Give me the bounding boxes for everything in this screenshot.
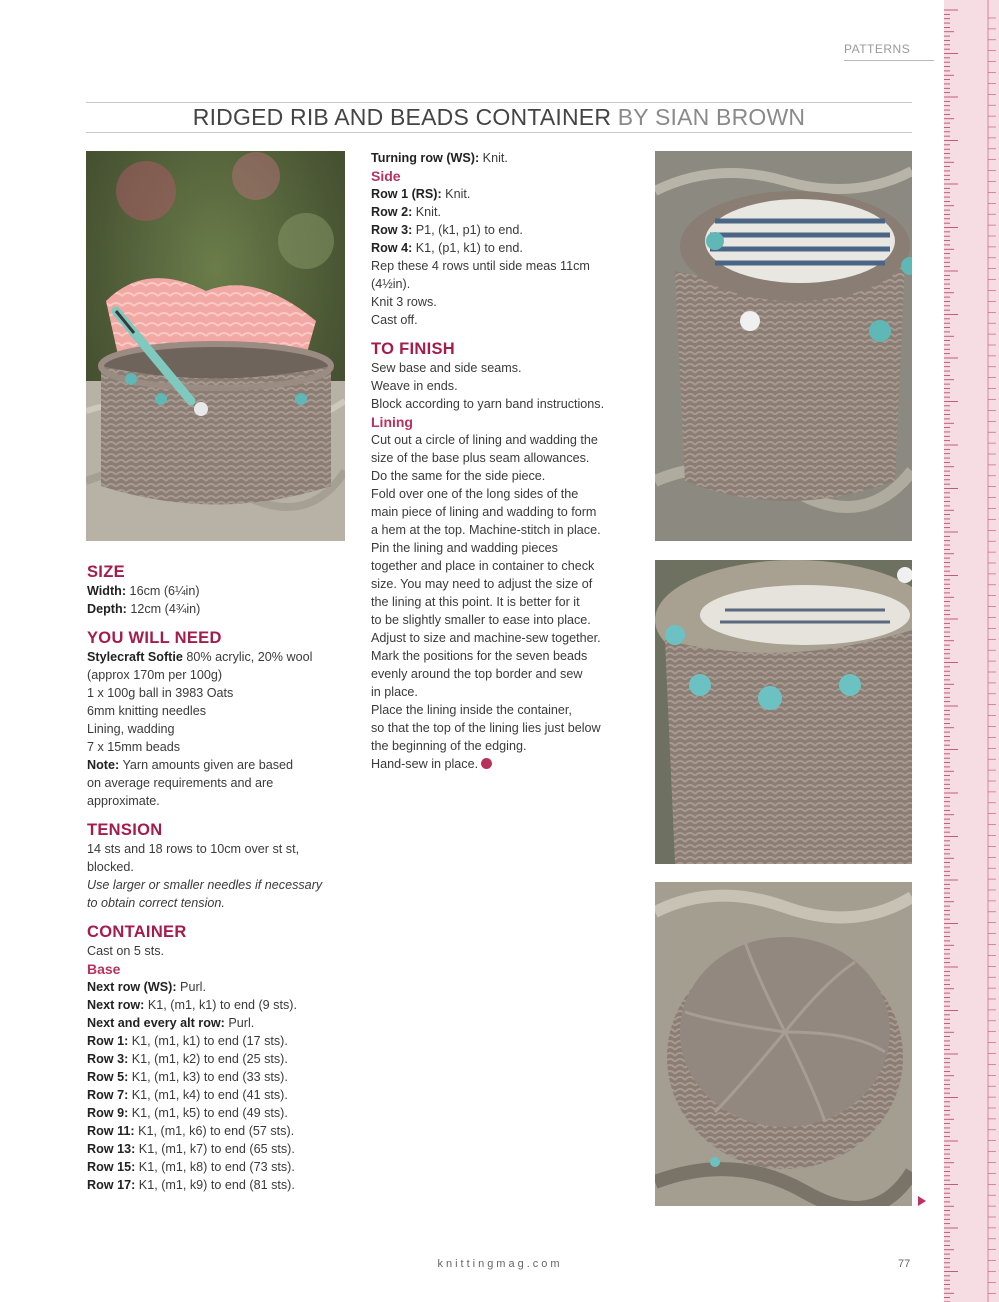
size-width [87, 582, 322, 600]
row-text: Knit. [441, 187, 471, 201]
turning-row [371, 149, 604, 167]
depth-value: 12cm (4¾in) [126, 602, 201, 616]
row-label: Row 3: [371, 223, 413, 237]
middle-column [371, 149, 604, 773]
heading-lining: Lining [371, 414, 413, 430]
finish-line: Weave in ends. [371, 379, 458, 393]
tension-line: 14 sts and 18 rows to 10cm over st st, [87, 842, 300, 856]
side-line: Knit 3 rows. [371, 295, 437, 309]
tension-note [87, 876, 322, 894]
need-line: (approx 170m per 100g) [87, 668, 223, 682]
row-text: K1, (m1, k4) to end (41 sts). [128, 1088, 288, 1102]
photo-container-base-view [655, 882, 912, 1206]
turning-label: Turning row (WS): [371, 151, 480, 165]
lining-line: to be slightly smaller to ease into place. [371, 613, 591, 627]
heading-base: Base [87, 961, 121, 977]
yarn-label: Stylecraft Softie [87, 650, 183, 664]
row-label: Next row (WS): [87, 980, 177, 994]
row-text: K1, (p1, k1) to end. [412, 241, 523, 255]
row-label: Row 15: [87, 1160, 136, 1174]
yarn-line [87, 648, 322, 666]
row-label: Row 11: [87, 1124, 135, 1138]
title-rule-bottom [86, 132, 912, 133]
row-label: Row 1: [87, 1034, 129, 1048]
finish-line: Block according to yarn band instructions. [371, 397, 605, 411]
row-text: Purl. [224, 1016, 255, 1030]
row-text: K1, (m1, k8) to end (73 sts). [135, 1160, 295, 1174]
lining-line: size. You may need to adjust the size of [371, 577, 593, 591]
lining-line: Do the same for the side piece. [371, 469, 546, 483]
finish-line: Sew base and side seams. [371, 361, 522, 375]
lining-line: so that the top of the lining lies just below [371, 721, 601, 735]
lining-last-line [371, 755, 604, 773]
row-label: Next and every alt row: [87, 1016, 225, 1030]
tension-italic: Use larger or smaller needles if necessary [87, 878, 323, 892]
page-number: 77 [898, 1258, 911, 1270]
width-label: Width: [87, 584, 127, 598]
heading-side: Side [371, 168, 401, 184]
row-label: Row 13: [87, 1142, 136, 1156]
row-text: K1, (m1, k1) to end (17 sts). [128, 1034, 288, 1048]
spacer [87, 912, 322, 922]
ruler-background [944, 0, 999, 1302]
page-title [86, 104, 912, 131]
row-label: Row 1 (RS): [371, 187, 442, 201]
heading-container: CONTAINER [87, 923, 187, 941]
side-row [371, 239, 604, 257]
row-text: K1, (m1, k7) to end (65 sts). [135, 1142, 295, 1156]
note-line [87, 756, 322, 774]
need-line: Lining, wadding [87, 722, 175, 736]
lining-line: Cut out a circle of lining and wadding the [371, 433, 598, 447]
row-label: Row 17: [87, 1178, 136, 1192]
side-row [371, 185, 604, 203]
row-label: Row 3: [87, 1052, 129, 1066]
tension-italic: to obtain correct tension. [87, 896, 225, 910]
side-line: Cast off. [371, 313, 418, 327]
row-text: K1, (m1, k1) to end (9 sts). [144, 998, 297, 1012]
lining-line: size of the base plus seam allowances. [371, 451, 590, 465]
spacer [87, 810, 322, 820]
base-row [87, 1068, 322, 1086]
heading-to-finish: TO FINISH [371, 340, 455, 358]
note-line: on average requirements and are [87, 776, 274, 790]
base-row [87, 1086, 322, 1104]
title-rule-top [86, 102, 912, 103]
tension-note [87, 894, 322, 912]
row-text: K1, (m1, k9) to end (81 sts). [135, 1178, 295, 1192]
need-line: 7 x 15mm beads [87, 740, 181, 754]
section-tag: PATTERNS [844, 42, 934, 61]
row-label: Row 5: [87, 1070, 129, 1084]
cast-on: Cast on 5 sts. [87, 944, 164, 958]
spacer [87, 618, 322, 628]
base-row [87, 1158, 322, 1176]
row-label: Row 9: [87, 1106, 129, 1120]
lining-line: main piece of lining and wadding to form [371, 505, 597, 519]
lining-line: in place. [371, 685, 418, 699]
yarn-value: 80% acrylic, 20% wool [182, 650, 313, 664]
title-text: RIDGED RIB AND BEADS CONTAINER [192, 104, 612, 130]
title-author: BY SIAN BROWN [617, 104, 806, 130]
photo-container-closeup-beads [655, 560, 912, 864]
row-label: Row 2: [371, 205, 413, 219]
base-row [87, 1050, 322, 1068]
heading-you-will-need: YOU WILL NEED [87, 629, 222, 647]
lining-line: the beginning of the edging. [371, 739, 527, 753]
base-row [87, 1032, 322, 1050]
heading-tension: TENSION [87, 821, 163, 839]
base-row [87, 1104, 322, 1122]
photo-container-side-view [655, 151, 912, 541]
lining-line: Place the lining inside the container, [371, 703, 572, 717]
base-row [87, 1140, 322, 1158]
side-row [371, 221, 604, 239]
lining-line: Fold over one of the long sides of the [371, 487, 579, 501]
row-text: K1, (m1, k3) to end (33 sts). [128, 1070, 288, 1084]
row-text: K1, (m1, k5) to end (49 sts). [128, 1106, 288, 1120]
base-row [87, 1122, 322, 1140]
need-line: 6mm knitting needles [87, 704, 207, 718]
next-page-arrow-icon [918, 1196, 926, 1206]
base-row [87, 978, 322, 996]
note-label: Note: [87, 758, 120, 772]
row-text: Knit. [412, 205, 441, 219]
base-row [87, 1176, 322, 1194]
last-line-text: Hand-sew in place. [371, 757, 479, 771]
row-text: K1, (m1, k2) to end (25 sts). [128, 1052, 288, 1066]
row-text: P1, (k1, p1) to end. [412, 223, 523, 237]
lining-line: together and place in container to check [371, 559, 595, 573]
lining-line: evenly around the top border and sew [371, 667, 583, 681]
size-depth [87, 600, 322, 618]
note-value: Yarn amounts given are based [119, 758, 294, 772]
lining-line: the lining at this point. It is better for it [371, 595, 580, 609]
need-line: 1 x 100g ball in 3983 Oats [87, 686, 234, 700]
photo-container-with-knitting [86, 151, 345, 541]
base-row [87, 1014, 322, 1032]
width-value: 16cm (6¼in) [126, 584, 200, 598]
turning-value: Knit. [479, 151, 508, 165]
tension-line: blocked. [87, 860, 134, 874]
row-text: Purl. [176, 980, 206, 994]
heading-size: SIZE [87, 563, 125, 581]
row-text: K1, (m1, k6) to end (57 sts). [134, 1124, 295, 1138]
lining-line: Pin the lining and wadding pieces [371, 541, 558, 555]
yarn-ball-icon [481, 758, 492, 769]
row-label: Row 7: [87, 1088, 129, 1102]
lining-line: Adjust to size and machine-sew together. [371, 631, 601, 645]
row-label: Row 4: [371, 241, 413, 255]
ruler-strip [944, 0, 999, 1302]
side-line: (4½in). [371, 277, 411, 291]
side-row [371, 203, 604, 221]
left-column [87, 562, 322, 1194]
base-row [87, 996, 322, 1014]
lining-line: Mark the positions for the seven beads [371, 649, 588, 663]
spacer [371, 329, 604, 339]
footer-url: knittingmag.com [437, 1258, 563, 1270]
note-line: approximate. [87, 794, 160, 808]
side-line: Rep these 4 rows until side meas 11cm [371, 259, 590, 273]
depth-label: Depth: [87, 602, 127, 616]
row-label: Next row: [87, 998, 145, 1012]
lining-line: a hem at the top. Machine-stitch in place. [371, 523, 601, 537]
